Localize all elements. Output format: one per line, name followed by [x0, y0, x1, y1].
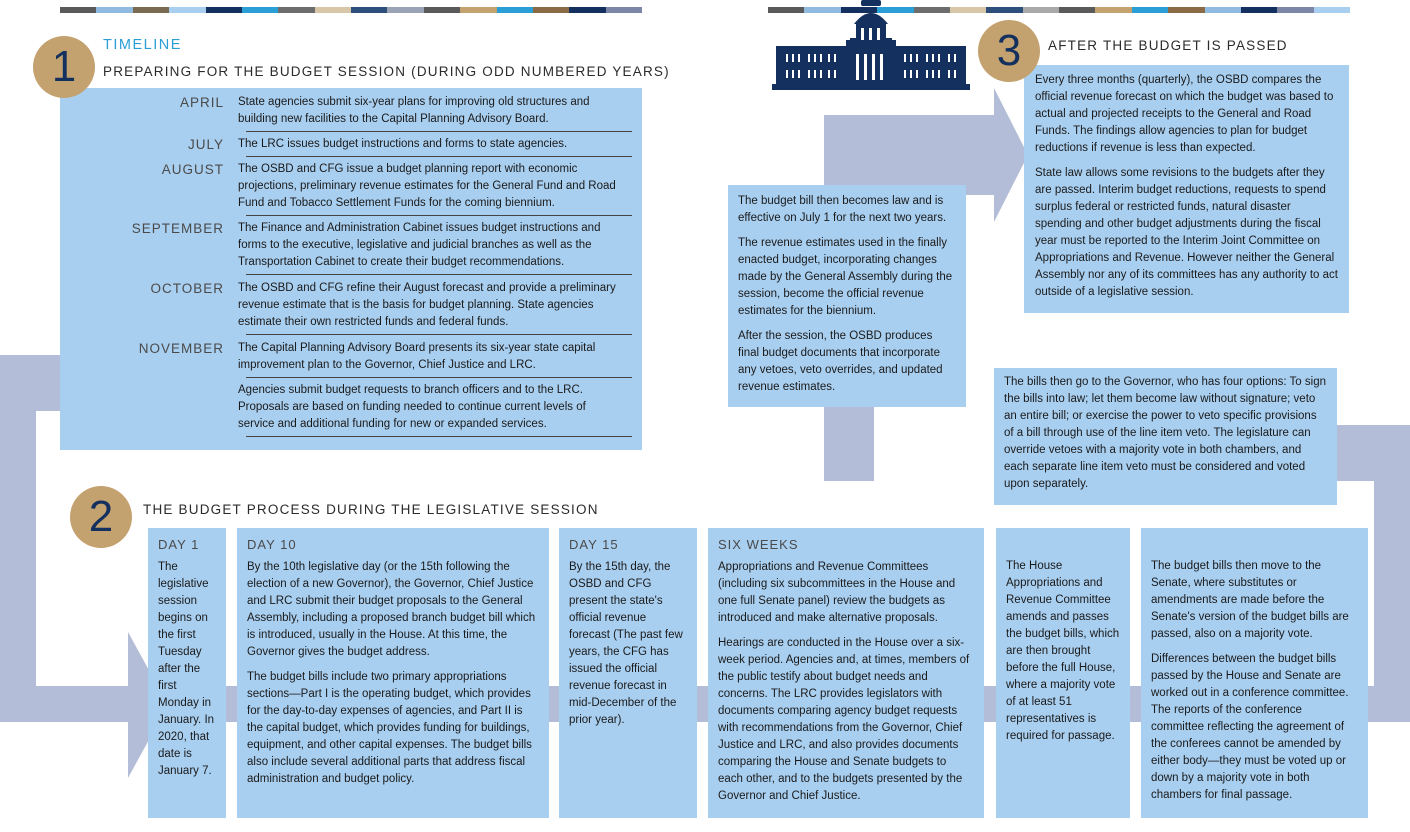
- session-column-day1: [148, 528, 226, 818]
- column-paragraph: Hearings are conducted in the House over a six-week period. Agencies and, at times, members of the public testify about budget needs and concerns. The LRC provides legislators with documents comparing agency budget requests with recommendations from the Governor, Chief Justice and LRC, and also provides documents comparing the House and Senate budgets to each other, and to the budgets presented by the Governor and Chief Justice.: [718, 637, 970, 802]
- after-budget-box: [1024, 65, 1349, 313]
- section-number-2: 2: [70, 486, 132, 548]
- capitol-building-icon: [772, 0, 970, 92]
- governor-paragraph: The bills then go to the Governor, who has four options: To sign the bills into law; let them become law without signature; veto an entire bill; or exercise the power to veto specific provisions of a bill through use of the line item veto. The legislature can override vetoes with a majority vote in both chambers, and each separate line item veto must be considered and voted upon separately.: [1004, 376, 1326, 490]
- law-paragraph: The budget bill then becomes law and is effective on July 1 for the next two years.: [738, 195, 947, 224]
- timeline-month: SEPTEMBER: [131, 221, 224, 236]
- column-paragraph: The legislative session begins on the first Tuesday after the first Monday in January. In 2020, that date is January 7.: [158, 561, 215, 777]
- timeline-month: [60, 382, 238, 433]
- governor-box: [994, 368, 1337, 505]
- session-column-house: [996, 528, 1130, 818]
- column-paragraph: The budget bills then move to the Senate, where substitutes or amendments are made before the Senate's version of the budget bills are passed, also on a majority vote.: [1151, 560, 1349, 640]
- flow-band-left-bottom: [0, 686, 130, 722]
- timeline-divider: [246, 156, 632, 157]
- law-paragraph: After the session, the OSBD produces final budget documents that incorporate any vetoes, veto overrides, and updated revenue estimates.: [738, 330, 943, 393]
- timeline-divider: [246, 334, 632, 335]
- column-title: DAY 15: [569, 537, 619, 552]
- session-column-senate: [1141, 528, 1368, 818]
- session-column-six-weeks: [708, 528, 984, 818]
- flow-arrow-upper: [994, 88, 1028, 222]
- law-paragraph: The revenue estimates used in the finally enacted budget, incorporating changes made by the General Assembly during the session, become the official revenue estimates for the biennium.: [738, 237, 953, 317]
- timeline-divider: [246, 274, 632, 275]
- timeline-text: State agencies submit six-year plans for improving old structures and building new facilities to the Capital Planning Advisory Board.: [238, 96, 590, 125]
- after-budget-paragraph: State law allows some revisions to the budgets after they are passed. Interim budget reductions, requests to spend surplus federal or restricted funds, natural disaster spending and other budget adjustments during the fiscal year must be reported to the Interim Joint Committee on Appropriations and Revenue. However neither the General Assembly nor any of its committees has any authority to act outside of a legislative session.: [1035, 167, 1338, 298]
- timeline-text: The OSBD and CFG issue a budget planning report with economic projections, preliminary revenue estimates for the General Fund and Road Fund and Tobacco Settlement Funds for the coming biennium.: [238, 163, 616, 209]
- timeline-month: OCTOBER: [150, 281, 224, 296]
- timeline-text: Agencies submit budget requests to branch officers and to the LRC. Proposals are based on funding needed to continue current levels of service and additional funding for new or expanded services.: [238, 384, 586, 430]
- timeline-text: The Capital Planning Advisory Board presents its six-year state capital improvement plan to the Governor, Chief Justice and LRC.: [238, 342, 596, 371]
- session-column-day15: [559, 528, 697, 818]
- timeline-box: [60, 88, 642, 450]
- section-number-1: 1: [33, 36, 95, 98]
- column-paragraph: The House Appropriations and Revenue Committee amends and passes the budget bills, which are then brought before the full House, where a majority vote of at least 51 representatives is required for passage.: [1006, 560, 1120, 742]
- flow-band-upper: [824, 115, 1004, 195]
- timeline-divider: [246, 131, 632, 132]
- timeline-label: TIMELINE: [103, 37, 182, 53]
- timeline-month: JULY: [187, 137, 224, 152]
- after-budget-paragraph: Every three months (quarterly), the OSBD compares the official revenue forecast on which the budget was based to actual and projected receipts to the General and Road Funds. The findings allow agencies to plan for budget reductions if revenue is less than expected.: [1035, 74, 1334, 154]
- column-paragraph: By the 15th day, the OSBD and CFG present the state's official revenue forecast (The past few years, the CFG has issued the official revenue forecast in mid-December of the prior year).: [569, 561, 683, 726]
- top-stripe-left: [60, 7, 642, 13]
- timeline-divider: [246, 436, 632, 437]
- column-title: DAY 1: [158, 537, 200, 552]
- section-number-3: 3: [978, 20, 1040, 82]
- column-paragraph: Differences between the budget bills passed by the House and Senate are worked out in a conference committee. The reports of the conference committee reflecting the agreement of the conferees cannot be amended by either body—they must be voted up or down by a majority vote in both chambers for final passage.: [1151, 653, 1349, 801]
- section-3-heading: AFTER THE BUDGET IS PASSED: [1048, 38, 1288, 53]
- column-paragraph: The budget bills include two primary appropriations sections—Part I is the operating budget, which provides for the day-to-day expenses of agencies, and Part II is the capital budget, which provides funding for buildings, equipment, and other capital expenses. The budget bills also include several additional parts that address fiscal administration and budget policy.: [247, 671, 532, 785]
- column-paragraph: By the 10th legislative day (or the 15th following the election of a new Governor), the Governor, Chief Justice and LRC submit their budget proposals to the General Assembly, including a proposed branch budget bill which is introduced, usually in the House. At this time, the Governor gives the budget address.: [247, 561, 536, 658]
- column-paragraph: Appropriations and Revenue Committees (including six subcommittees in the House and one full Senate panel) review the budgets as introduced and make alternative proposals.: [718, 561, 956, 624]
- timeline-text: The Finance and Administration Cabinet issues budget instructions and forms to the executive, legislative and judicial branches as well as the Transportation Cabinet to create their budget recommendations.: [238, 222, 601, 268]
- section-2-heading: THE BUDGET PROCESS DURING THE LEGISLATIVE SESSION: [143, 502, 599, 517]
- column-title: DAY 10: [247, 537, 297, 552]
- timeline-text: The LRC issues budget instructions and forms to state agencies.: [238, 138, 568, 150]
- column-title: SIX WEEKS: [718, 537, 799, 552]
- section-1-heading: PREPARING FOR THE BUDGET SESSION (DURING ODD NUMBERED YEARS): [103, 64, 670, 79]
- timeline-divider: [246, 215, 632, 216]
- timeline-month: NOVEMBER: [138, 341, 224, 356]
- session-column-day10: [237, 528, 549, 818]
- timeline-month: APRIL: [179, 95, 224, 110]
- timeline-text: The OSBD and CFG refine their August forecast and provide a preliminary revenue estimate that is the basis for budget planning. State agencies estimate their own restricted funds and federal funds.: [238, 282, 616, 328]
- law-box: [728, 185, 966, 407]
- timeline-month: AUGUST: [161, 162, 224, 177]
- timeline-divider: [246, 377, 632, 378]
- flow-band-left-top: [0, 355, 60, 411]
